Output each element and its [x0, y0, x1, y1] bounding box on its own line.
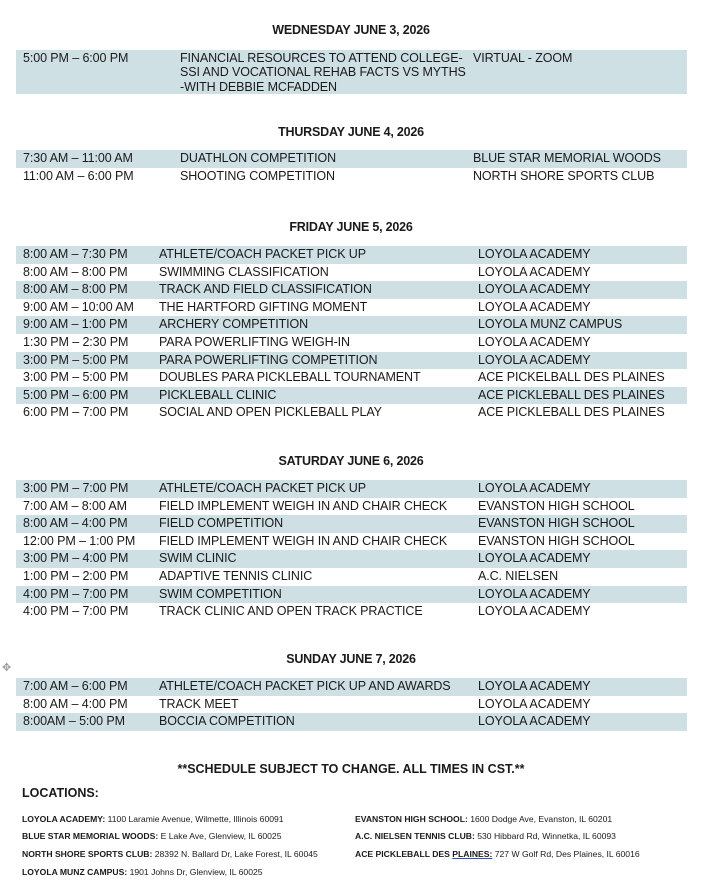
- row-time: 6:00 PM – 7:00 PM: [23, 405, 129, 420]
- row-location: LOYOLA ACADEMY: [478, 586, 591, 601]
- location-address: 28392 N. Ballard Dr, Lake Forest, IL 60045: [152, 849, 318, 859]
- day-title-sunday: SUNDAY JUNE 7, 2026: [286, 652, 416, 666]
- row-event: TRACK MEET: [159, 696, 239, 711]
- locations-title: LOCATIONS:: [22, 786, 99, 800]
- row-event: DUATHLON COMPETITION: [180, 151, 337, 165]
- location-address: 530 Hibbard Rd, Winnetka, IL 60093: [474, 831, 616, 841]
- table-row: [16, 404, 687, 422]
- row-event: SHOOTING COMPETITION: [180, 168, 335, 183]
- row-time: 4:00 PM – 7:00 PM: [23, 604, 129, 619]
- location-entry: [22, 867, 263, 877]
- day-title-thursday: THURSDAY JUNE 4, 2026: [278, 125, 424, 139]
- row-event: FINANCIAL RESOURCES TO ATTEND COLLEGE- SSI AND VOCATIONAL REHAB FACTS VS MYTHS -WITH DEBBIE MCFADDEN: [180, 51, 466, 94]
- location-name: LOYOLA MUNZ CAMPUS:: [22, 867, 128, 877]
- row-event: TRACK AND FIELD CLASSIFICATION: [159, 282, 372, 297]
- schedule-table-saturday: [16, 480, 687, 621]
- location-address: 1100 Laramie Avenue, Wilmette, Illinois 60091: [105, 814, 284, 824]
- row-location: LOYOLA ACADEMY: [478, 282, 591, 297]
- location-name: NORTH SHORE SPORTS CLUB:: [22, 849, 153, 859]
- row-event: ADAPTIVE TENNIS CLINIC: [159, 568, 313, 583]
- row-event: ATHLETE/COACH PACKET PICK UP AND AWARDS: [159, 679, 451, 693]
- row-location: LOYOLA ACADEMY: [478, 696, 591, 711]
- location-entry: [22, 814, 284, 824]
- location-address: E Lake Ave, Glenview, IL 60025: [158, 831, 282, 841]
- table-row: [16, 281, 687, 299]
- day-title-wednesday: WEDNESDAY JUNE 3, 2026: [272, 23, 430, 37]
- row-location: EVANSTON HIGH SCHOOL: [478, 498, 635, 513]
- row-location: LOYOLA ACADEMY: [478, 481, 591, 495]
- table-row: [16, 696, 687, 714]
- row-time: 5:00 PM – 6:00 PM: [23, 387, 129, 402]
- row-time: 8:00AM – 5:00 PM: [23, 714, 125, 729]
- row-location: A.C. NIELSEN: [478, 568, 559, 583]
- row-time: 1:30 PM – 2:30 PM: [23, 334, 129, 349]
- row-event: DOUBLES PARA PICKLEBALL TOURNAMENT: [159, 370, 421, 385]
- row-event: FIELD IMPLEMENT WEIGH IN AND CHAIR CHECK: [159, 498, 448, 513]
- row-location: LOYOLA ACADEMY: [478, 714, 591, 729]
- row-event: SWIM COMPETITION: [159, 586, 282, 601]
- row-time: 9:00 AM – 10:00 AM: [23, 299, 134, 314]
- table-row: [16, 603, 687, 621]
- row-time: 7:00 AM – 6:00 PM: [23, 679, 128, 693]
- location-name: A.C. NIELSEN TENNIS CLUB:: [355, 831, 475, 841]
- row-event: TRACK CLINIC AND OPEN TRACK PRACTICE: [159, 604, 423, 619]
- row-event: SOCIAL AND OPEN PICKLEBALL PLAY: [159, 405, 382, 420]
- table-row: [16, 678, 687, 696]
- row-time: 3:00 PM – 5:00 PM: [23, 352, 129, 367]
- row-time: 7:30 AM – 11:00 AM: [23, 151, 133, 165]
- row-location: VIRTUAL - ZOOM: [473, 51, 573, 65]
- row-time: 3:00 PM – 7:00 PM: [23, 481, 129, 495]
- schedule-note: **SCHEDULE SUBJECT TO CHANGE. ALL TIMES IN CST.**: [177, 762, 525, 776]
- table-row: [16, 480, 687, 498]
- table-row: [16, 264, 687, 282]
- row-event: PARA POWERLIFTING WEIGH-IN: [159, 334, 350, 349]
- spellcheck-underlined-word: PLAINES:: [452, 849, 493, 859]
- location-entry: [355, 831, 616, 841]
- row-time: 3:00 PM – 5:00 PM: [23, 370, 129, 385]
- location-name: EVANSTON HIGH SCHOOL:: [355, 814, 468, 824]
- row-time: 8:00 AM – 4:00 PM: [23, 696, 128, 711]
- row-time: 11:00 AM – 6:00 PM: [23, 168, 134, 183]
- table-row: [16, 168, 687, 186]
- row-event: SWIMMING CLASSIFICATION: [159, 264, 329, 279]
- schedule-table-friday: [16, 246, 687, 422]
- location-entry: [22, 831, 282, 841]
- row-event: THE HARTFORD GIFTING MOMENT: [159, 299, 368, 314]
- row-event: ARCHERY COMPETITION: [159, 317, 309, 332]
- row-time: 12:00 PM – 1:00 PM: [23, 533, 136, 548]
- location-address: 727 W Golf Rd, Des Plaines, IL 60016: [492, 849, 640, 859]
- schedule-table-thursday: [16, 150, 687, 185]
- row-location: LOYOLA ACADEMY: [478, 604, 591, 619]
- row-time: 8:00 AM – 8:00 PM: [23, 264, 128, 279]
- table-row: [16, 316, 687, 334]
- row-time: 8:00 AM – 8:00 PM: [23, 282, 128, 297]
- table-row: [16, 713, 687, 731]
- row-location: LOYOLA ACADEMY: [478, 352, 591, 367]
- row-time: 8:00 AM – 4:00 PM: [23, 516, 128, 531]
- day-title-friday: FRIDAY JUNE 5, 2026: [289, 220, 413, 234]
- row-location: LOYOLA ACADEMY: [478, 264, 591, 279]
- table-row: [16, 334, 687, 352]
- table-row: [16, 50, 687, 94]
- location-entry: [355, 814, 612, 824]
- table-row: [16, 246, 687, 264]
- row-time: 8:00 AM – 7:30 PM: [23, 247, 128, 261]
- row-location: LOYOLA MUNZ CAMPUS: [478, 317, 623, 332]
- table-row: [16, 568, 687, 586]
- table-row: [16, 369, 687, 387]
- table-row: [16, 550, 687, 568]
- row-location: ACE PICKLEBALL DES PLAINES: [478, 405, 665, 420]
- row-event: FIELD COMPETITION: [159, 516, 284, 531]
- row-location: LOYOLA ACADEMY: [478, 299, 591, 314]
- row-location: ACE PICKLEBALL DES PLAINES: [478, 387, 665, 402]
- row-time: 1:00 PM – 2:00 PM: [23, 568, 129, 583]
- table-row: [16, 533, 687, 551]
- table-row: [16, 498, 687, 516]
- row-event: PICKLEBALL CLINIC: [159, 387, 277, 402]
- location-name: [355, 849, 492, 859]
- table-row: [16, 586, 687, 604]
- row-location: LOYOLA ACADEMY: [478, 679, 591, 693]
- row-time: 7:00 AM – 8:00 AM: [23, 498, 127, 513]
- table-row: [16, 387, 687, 405]
- location-entry: [355, 849, 640, 859]
- move-icon[interactable]: ✥: [2, 662, 12, 674]
- table-row: [16, 352, 687, 370]
- row-location: LOYOLA ACADEMY: [478, 247, 591, 261]
- schedule-table-sunday: [16, 678, 687, 731]
- location-entry: [22, 849, 318, 859]
- table-row: [16, 515, 687, 533]
- row-event: SWIM CLINIC: [159, 551, 237, 566]
- row-location: LOYOLA ACADEMY: [478, 551, 591, 566]
- table-row: [16, 150, 687, 168]
- row-time: 4:00 PM – 7:00 PM: [23, 586, 129, 601]
- row-location: NORTH SHORE SPORTS CLUB: [473, 168, 655, 183]
- row-location: LOYOLA ACADEMY: [478, 334, 591, 349]
- row-event: BOCCIA COMPETITION: [159, 714, 295, 729]
- row-time: 5:00 PM – 6:00 PM: [23, 51, 129, 65]
- row-location: EVANSTON HIGH SCHOOL: [478, 533, 635, 548]
- row-location: ACE PICKELBALL DES PLAINES: [478, 370, 665, 385]
- row-location: BLUE STAR MEMORIAL WOODS: [473, 151, 661, 165]
- location-name: LOYOLA ACADEMY:: [22, 814, 106, 824]
- location-name-part: ACE PICKLEBALL DES: [355, 849, 453, 859]
- row-location: EVANSTON HIGH SCHOOL: [478, 516, 635, 531]
- row-event: PARA POWERLIFTING COMPETITION: [159, 352, 378, 367]
- location-address: 1600 Dodge Ave, Evanston, IL 60201: [467, 814, 613, 824]
- location-name: BLUE STAR MEMORIAL WOODS:: [22, 831, 159, 841]
- day-title-saturday: SATURDAY JUNE 6, 2026: [278, 454, 424, 468]
- row-event: ATHLETE/COACH PACKET PICK UP: [159, 481, 366, 495]
- row-time: 9:00 AM – 1:00 PM: [23, 317, 128, 332]
- row-event: FIELD IMPLEMENT WEIGH IN AND CHAIR CHECK: [159, 533, 448, 548]
- row-event: ATHLETE/COACH PACKET PICK UP: [159, 247, 366, 261]
- schedule-table-wednesday: [16, 50, 687, 94]
- table-row: [16, 299, 687, 317]
- row-time: 3:00 PM – 4:00 PM: [23, 551, 129, 566]
- location-address: 1901 Johns Dr, Glenview, IL 60025: [127, 867, 263, 877]
